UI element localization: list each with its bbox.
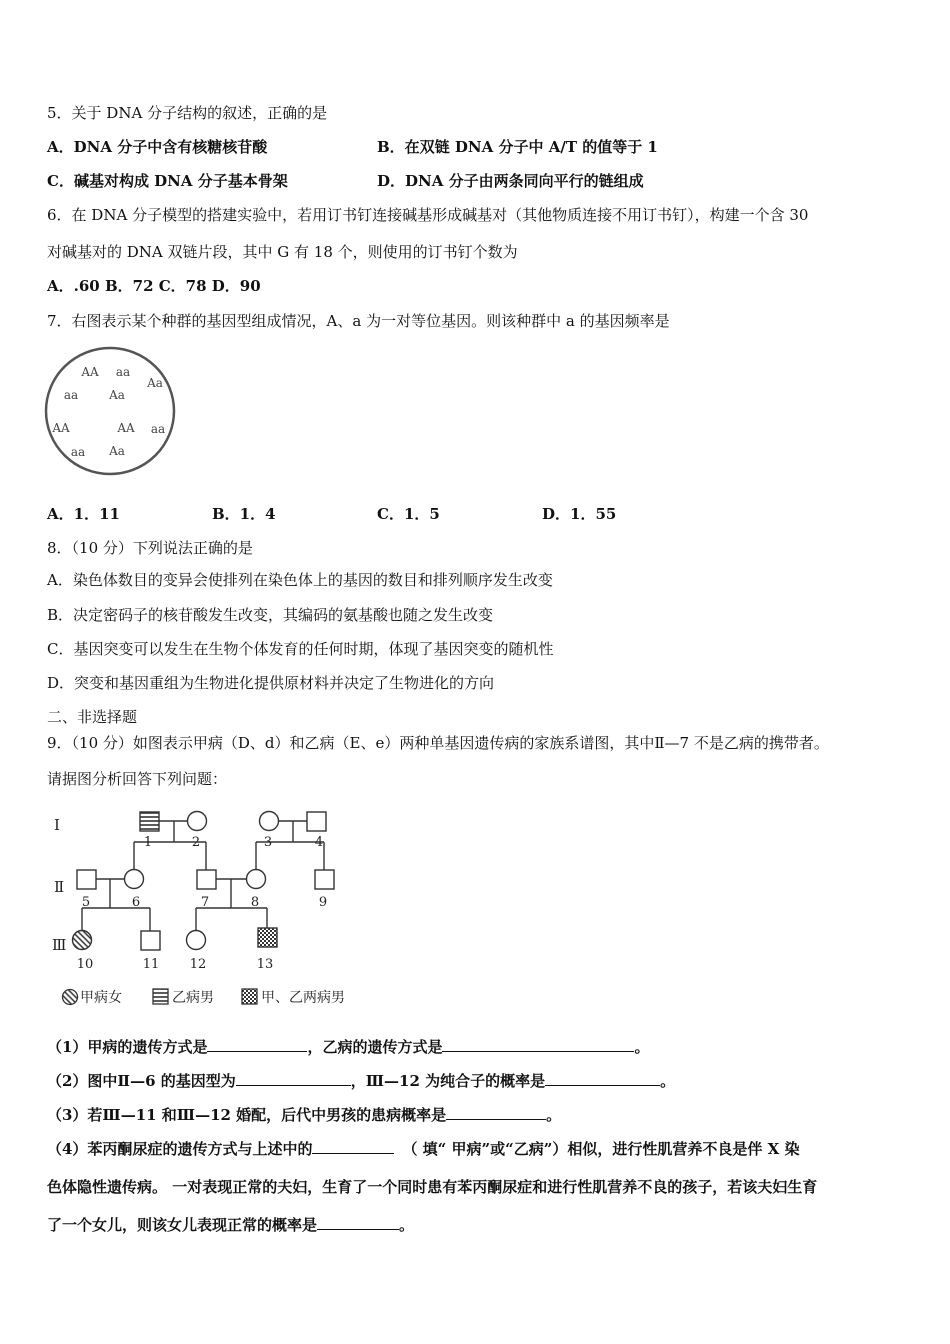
q9-part1	[47, 1037, 649, 1057]
q8-stem: 8．（10 分）下列说法正确的是	[47, 539, 253, 557]
genotype-label: Aa	[147, 376, 163, 390]
q7-option-b: B．1．4	[212, 505, 276, 523]
genotype-label: Aa	[109, 444, 125, 458]
answer-blank[interactable]	[312, 1139, 394, 1154]
pedigree-female	[125, 870, 144, 889]
genotype-label: Aa	[109, 388, 125, 402]
individual-number: 5	[81, 895, 91, 910]
pedigree-male	[197, 870, 216, 889]
pedigree-female-affected-a	[73, 931, 92, 950]
generation-label: Ⅲ	[52, 936, 67, 954]
genotype-label: aa	[63, 388, 79, 402]
pedigree-male	[77, 870, 96, 889]
legend-swatch-affected-a	[63, 990, 78, 1005]
individual-number: 9	[318, 895, 328, 910]
q8-option-a: A．染色体数目的变异会使排列在染色体上的基因的数目和排列顺序发生改变	[47, 571, 553, 589]
legend-label: 甲病女	[80, 990, 122, 1006]
population-genotype-diagram	[44, 345, 180, 479]
individual-number: 4	[314, 835, 324, 850]
q9-part4-line3	[47, 1215, 414, 1235]
q6-stem-line1: 6．在 DNA 分子模型的搭建实验中，若用订书钉连接碱基形成碱基对（其他物质连接不用订书钉），构建一个含 30	[47, 206, 809, 224]
q9-part2	[47, 1071, 675, 1091]
q7-option-a: A．1．11	[47, 505, 120, 523]
q7-option-c: C．1．5	[377, 505, 440, 523]
pedigree-female	[260, 812, 279, 831]
q7-stem: 7．右图表示某个种群的基因型组成情况，A、a 为一对等位基因。则该种群中 a 的基因频率是	[47, 312, 670, 330]
q6-options: A．.60 B．72 C．78 D．90	[47, 277, 261, 295]
legend-label: 甲、乙两病男	[261, 990, 345, 1006]
individual-number: 1	[143, 835, 153, 850]
generation-label: Ⅰ	[54, 816, 60, 834]
q6-stem-line2: 对碱基对的 DNA 双链片段，其中 G 有 18 个，则使用的订书钉个数为	[47, 243, 518, 261]
individual-number: 6	[131, 895, 141, 910]
q9-part1-text: （1）甲病的遗传方式是	[47, 1038, 208, 1056]
genotype-label: aa	[70, 445, 86, 459]
q9-part3-text: （3）若Ⅲ—11 和Ⅲ—12 婚配，后代中男孩的患病概率是	[47, 1106, 447, 1124]
q5-option-a: A．DNA 分子中含有核糖核苷酸	[47, 138, 268, 156]
q9-part4-text: （ 填“ 甲病”或“乙病”）相似，进行性肌营养不良是伴 X 染	[402, 1140, 800, 1158]
individual-number: 7	[200, 895, 210, 910]
answer-blank[interactable]	[207, 1037, 307, 1052]
pedigree-chart	[44, 800, 374, 1015]
individual-number: 13	[256, 957, 274, 972]
answer-blank[interactable]	[236, 1071, 351, 1086]
q9-part4-line1	[47, 1139, 800, 1159]
q5-option-d: D．DNA 分子由两条同向平行的链组成	[377, 172, 644, 190]
pedigree-female	[187, 931, 206, 950]
q9-part2-text: 。	[660, 1072, 676, 1090]
q9-part1-text: 。	[634, 1038, 650, 1056]
q7-option-d: D．1．55	[542, 505, 617, 523]
legend-label: 乙病男	[172, 990, 214, 1006]
genotype-label: aa	[115, 365, 131, 379]
pedigree-female	[188, 812, 207, 831]
q5-option-c: C．碱基对构成 DNA 分子基本骨架	[47, 172, 288, 190]
answer-blank[interactable]	[545, 1071, 660, 1086]
pedigree-male	[315, 870, 334, 889]
individual-number: 10	[76, 957, 94, 972]
q9-part2-text: （2）图中Ⅱ—6 的基因型为	[47, 1072, 236, 1090]
q9-part3	[47, 1105, 561, 1125]
genotype-label: AA	[81, 365, 99, 379]
q5-option-b: B．在双链 DNA 分子中 A/T 的值等于 1	[377, 138, 658, 156]
q9-part4-text: 了一个女儿，则该女儿表现正常的概率是	[47, 1216, 318, 1234]
q9-part1-text: ，乙病的遗传方式是	[307, 1038, 443, 1056]
pedigree-male	[141, 931, 160, 950]
individual-number: 8	[250, 895, 260, 910]
individual-number: 3	[263, 835, 273, 850]
q9-part4-text: 。	[399, 1216, 415, 1234]
answer-blank[interactable]	[317, 1215, 399, 1230]
q9-part4-text: （4）苯丙酮尿症的遗传方式与上述中的	[47, 1140, 313, 1158]
q8-option-d: D．突变和基因重组为生物进化提供原材料并决定了生物进化的方向	[47, 674, 495, 692]
q8-option-c: C．基因突变可以发生在生物个体发育的任何时期，体现了基因突变的随机性	[47, 640, 554, 658]
pedigree-male-affected-b	[140, 812, 159, 831]
pedigree-female	[247, 870, 266, 889]
section-heading: 二、非选择题	[47, 708, 138, 726]
q9-part2-text: ，Ⅲ—12 为纯合子的概率是	[350, 1072, 546, 1090]
q9-part3-text: 。	[546, 1106, 562, 1124]
answer-blank[interactable]	[446, 1105, 546, 1120]
q9-stem-line1: 9．（10 分）如图表示甲病（D、d）和乙病（E、e）两种单基因遗传病的家族系谱图，其中Ⅱ—7 不是乙病的携带者。	[47, 734, 829, 752]
pedigree-male-affected-ab	[258, 928, 277, 947]
q9-stem-line2: 请据图分析回答下列问题：	[47, 770, 228, 788]
generation-label: Ⅱ	[54, 878, 65, 896]
individual-number: 12	[189, 957, 207, 972]
legend-swatch-affected-b	[153, 989, 168, 1004]
answer-blank[interactable]	[442, 1037, 634, 1052]
q8-option-b: B．决定密码子的核苷酸发生改变，其编码的氨基酸也随之发生改变	[47, 606, 494, 624]
q5-stem: 5．关于 DNA 分子结构的叙述，正确的是	[47, 104, 328, 122]
genotype-label: AA	[117, 421, 135, 435]
individual-number: 11	[142, 957, 160, 972]
genotype-label: AA	[52, 421, 70, 435]
q9-part4-line2: 色体隐性遗传病。 一对表现正常的夫妇，生育了一个同时患有苯丙酮尿症和进行性肌营养不良的孩子，若该夫妇生育	[47, 1178, 818, 1196]
pedigree-male	[307, 812, 326, 831]
individual-number: 2	[191, 835, 201, 850]
genotype-label: aa	[150, 422, 166, 436]
legend-swatch-affected-ab	[242, 989, 257, 1004]
